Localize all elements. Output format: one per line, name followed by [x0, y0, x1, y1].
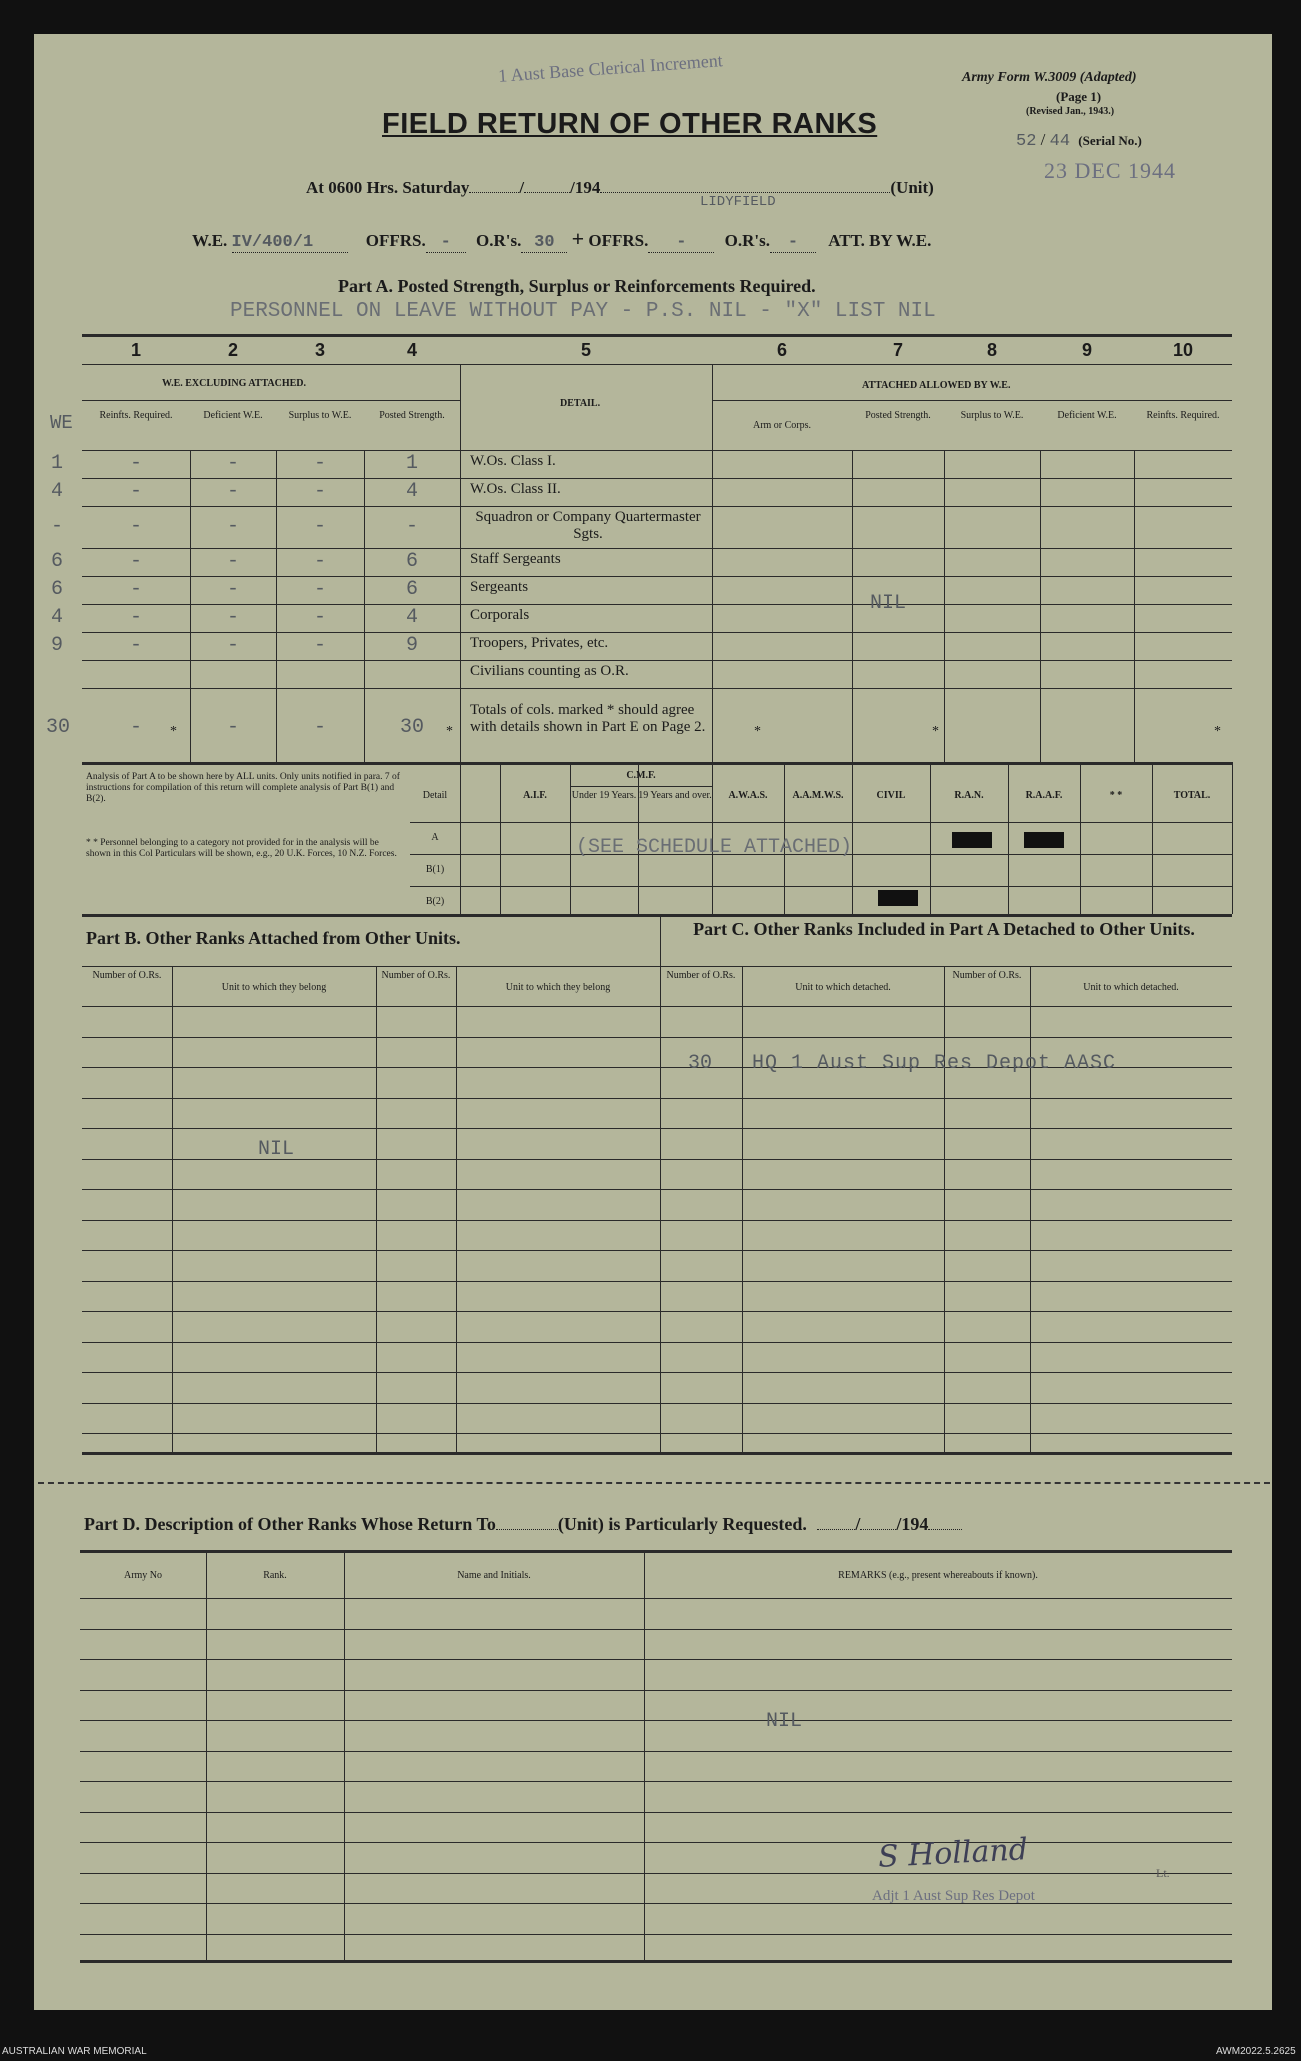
row-rule — [82, 478, 1232, 479]
column-number: 8 — [986, 340, 997, 360]
detail-label: Troopers, Privates, etc. — [470, 635, 609, 651]
bc-vline — [944, 966, 945, 1452]
row-rule — [82, 632, 1232, 633]
bc-row-rule — [82, 1403, 1232, 1404]
sub-header-right: Deficient W.E. — [1057, 410, 1117, 421]
tear-line — [38, 1482, 1270, 1484]
bc-row-rule — [82, 1159, 1232, 1160]
plus-sign: + — [571, 226, 585, 251]
part-c-entry-unit: HQ 1 Aust Sup Res Depot AASC — [752, 1052, 1117, 1075]
part-a-typed-note: PERSONNEL ON LEAVE WITHOUT PAY - P.S. NIL - "X" LIST NIL — [230, 300, 936, 323]
offrs2-value: - — [648, 233, 714, 253]
part-a-cell: 4 — [405, 606, 418, 629]
analysis-vline — [500, 762, 501, 914]
page-label: (Page 1) — [1056, 89, 1102, 104]
part-d-heading: Part D. Description of Other Ranks Whose Return To (Unit) is Particularly Requested. / /194 — [84, 1514, 962, 1535]
total-we: 30 — [45, 716, 70, 739]
rule-bc-bottom — [82, 1452, 1232, 1455]
analysis-awas: A.W.A.S. — [728, 790, 768, 801]
bc-row-rule — [82, 1220, 1232, 1221]
total-star: * — [170, 724, 177, 739]
serial-num-value: 52 — [1016, 132, 1037, 151]
part-d-row-rule — [80, 1781, 1232, 1782]
detail-label: Sergeants — [470, 579, 529, 595]
part-d-row-rule — [80, 1720, 1232, 1721]
part-a-cell: - — [129, 634, 142, 657]
sub-header-right: Posted Strength. — [865, 410, 931, 421]
part-d-vline — [344, 1550, 345, 1960]
part-a-cell: - — [129, 578, 142, 601]
part-d-col-header: Rank. — [263, 1570, 287, 1581]
redaction-civil — [878, 890, 918, 906]
rule-group-left — [82, 400, 460, 401]
bc-row-rule — [82, 1342, 1232, 1343]
row-rule — [82, 576, 1232, 577]
analysis-ran: R.A.N. — [954, 790, 984, 801]
analysis-vline — [1232, 762, 1233, 914]
detail-label: W.Os. Class I. — [470, 453, 556, 469]
total-star: * — [446, 724, 453, 739]
part-d-year: /194 — [896, 1514, 929, 1534]
column-number: 7 — [892, 340, 903, 360]
at-line-label: At 0600 Hrs. Saturday — [306, 178, 470, 197]
part-a-cell: - — [313, 606, 326, 629]
analysis-row-rule — [410, 822, 1232, 823]
part-a-cell: - — [129, 550, 142, 573]
cmf-rule — [570, 786, 712, 787]
unit-typed: LIDYFIELD — [700, 194, 776, 210]
army-form-label: Army Form W.3009 (Adapted) — [962, 70, 1137, 85]
analysis-row-label: A — [431, 832, 439, 843]
part-d-heading-1: Part D. Description of Other Ranks Whose Return To — [84, 1514, 496, 1534]
we-margin-value: 9 — [50, 634, 63, 657]
analysis-vline — [1152, 762, 1153, 914]
sub-header-left: Reinfts. Required. — [99, 410, 173, 421]
ors2-value: - — [770, 233, 816, 253]
column-number: 5 — [580, 340, 591, 360]
part-b-nil: NIL — [258, 1138, 295, 1161]
part-d-row-rule — [80, 1873, 1232, 1874]
row-rule — [82, 506, 1232, 507]
bc-row-rule — [82, 1433, 1232, 1434]
part-a-vline — [852, 450, 853, 762]
column-number: 4 — [406, 340, 417, 360]
part-a-cell: 4 — [405, 480, 418, 503]
part-a-heading: Part A. Posted Strength, Surplus or Reinforcements Required. — [338, 276, 816, 296]
detail-label: Corporals — [470, 607, 530, 623]
part-d-vline — [206, 1550, 207, 1960]
bc-row-rule — [82, 1189, 1232, 1190]
revised-label: (Revised Jan., 1943.) — [1026, 106, 1115, 117]
part-d-row-rule — [80, 1903, 1232, 1904]
part-a-vline — [364, 450, 365, 762]
part-a-cell: - — [313, 578, 326, 601]
part-a-cell: 1 — [405, 452, 418, 475]
redaction-raaf — [1024, 832, 1064, 848]
part-c-col-header: Unit to which detached. — [795, 982, 891, 993]
analysis-vline — [1008, 762, 1009, 914]
part-a-cell: - — [129, 480, 142, 503]
detail-label: W.Os. Class II. — [470, 481, 561, 497]
we-margin-value: 4 — [50, 606, 63, 629]
bc-row-rule — [82, 1006, 1232, 1007]
part-d-row-rule — [80, 1934, 1232, 1935]
row-rule — [82, 688, 1232, 689]
we-margin-value: 1 — [50, 452, 63, 475]
serial-year-value: 44 — [1049, 132, 1071, 151]
unit-label: (Unit) — [890, 178, 934, 197]
analysis-aamws: A.A.M.W.S. — [792, 790, 844, 801]
signature: S Holland — [877, 1832, 1029, 1875]
bc-row-rule — [82, 1281, 1232, 1282]
bc-vline — [456, 966, 457, 1452]
part-a-cell: - — [313, 634, 326, 657]
detail-header: DETAIL. — [560, 398, 601, 409]
part-d-row-rule — [80, 1629, 1232, 1630]
bc-vline — [376, 966, 377, 1452]
part-d-heading-2: (Unit) is Particularly Requested. — [557, 1514, 807, 1534]
part-d-row-rule — [80, 1751, 1232, 1752]
analysis-over19: 19 Years and over. — [638, 790, 712, 801]
part-a-vline — [1134, 450, 1135, 762]
analysis-vline — [852, 762, 853, 914]
redaction-ran — [952, 832, 992, 848]
we-line — [192, 226, 931, 253]
part-a-vline — [944, 450, 945, 762]
part-a-vline — [1040, 450, 1041, 762]
analysis-vline — [570, 762, 571, 914]
part-d-row-rule — [80, 1659, 1232, 1660]
rule-subhdr — [82, 450, 1232, 451]
part-a-cell: - — [313, 550, 326, 573]
we-margin-value: - — [50, 515, 63, 538]
total-cell: - — [313, 716, 326, 739]
sub-header-right: Arm or Corps. — [752, 420, 812, 431]
form-sheet — [34, 34, 1272, 2010]
part-a-cell: - — [226, 550, 239, 573]
rule-colnums — [82, 364, 1232, 365]
part-d-col-header: Army No — [123, 1570, 163, 1581]
part-d-row-rule — [80, 1812, 1232, 1813]
part-a-vline — [190, 450, 191, 762]
part-c-col-header: Number of O.Rs. — [952, 970, 1022, 981]
part-b-heading: Part B. Other Ranks Attached from Other Units. — [86, 928, 461, 948]
bc-row-rule — [82, 1311, 1232, 1312]
total-star: * — [1214, 724, 1221, 739]
we-margin-label: WE — [50, 412, 73, 434]
part-b-col-header: Unit to which they belong — [505, 982, 611, 993]
analysis-note-2: * * Personnel belonging to a category not provided for in the analysis will be shown in this Col Particulars will be shown, e.g., 20 U.K. Forces, 10 N.Z. Forces. — [86, 838, 397, 859]
at-line: At 0600 Hrs. Saturday / /194 (Unit) — [306, 178, 934, 197]
part-d-col-header: Name and Initials. — [457, 1570, 531, 1581]
analysis-vline — [460, 762, 461, 914]
we-margin-value: 6 — [50, 550, 63, 573]
total-cell: - — [226, 716, 239, 739]
bc-divider — [660, 914, 661, 1454]
ors2-label: O.R's. — [724, 231, 770, 250]
rule-analysis-bottom — [82, 914, 1232, 917]
total-star: * — [754, 724, 761, 739]
analysis-row-rule — [410, 886, 1232, 887]
part-a-cell: - — [313, 452, 326, 475]
serial-number: 52 / 44 (Serial No.) — [1016, 130, 1142, 151]
offrs-value: - — [426, 233, 466, 253]
sub-header-left: Posted Strength. — [379, 410, 445, 421]
part-c-col-header: Number of O.Rs. — [666, 970, 736, 981]
total-cell: 30 — [399, 716, 424, 739]
att-by-we: ATT. BY W.E. — [828, 231, 932, 250]
part-a-vline — [712, 364, 713, 762]
part-a-cell: - — [129, 515, 142, 538]
row-rule — [82, 660, 1232, 661]
attached-nil: NIL — [870, 592, 907, 615]
analysis-total: TOTAL. — [1173, 790, 1211, 801]
analysis-raaf: R.A.A.F. — [1025, 790, 1063, 801]
part-b-col-header: Number of O.Rs. — [92, 970, 162, 981]
part-a-cell: - — [226, 515, 239, 538]
column-number: 1 — [130, 340, 141, 360]
part-a-cell: - — [226, 578, 239, 601]
ors-label: O.R's. — [476, 231, 522, 250]
part-a-cell: - — [405, 515, 418, 538]
bc-row-rule — [82, 1098, 1232, 1099]
part-c-entry-num: 30 — [688, 1052, 713, 1075]
part-a-vline — [276, 450, 277, 762]
analysis-cmf: C.M.F. — [626, 770, 656, 781]
analysis-detail-header: Detail — [422, 790, 448, 801]
total-star: * — [932, 724, 939, 739]
bc-row-rule — [82, 1128, 1232, 1129]
rule-d-bottom — [80, 1960, 1232, 1963]
analysis-stars: * * — [1109, 790, 1123, 801]
group-left-header: W.E. EXCLUDING ATTACHED. — [162, 378, 307, 389]
rule-b-top — [82, 966, 660, 967]
part-a-cell: - — [129, 606, 142, 629]
detail-label: Staff Sergeants — [470, 551, 561, 567]
detail-label: Civilians counting as O.R. — [470, 663, 629, 679]
signature-suffix: Lt. — [1156, 1866, 1170, 1880]
unit-stamp: 1 Aust Base Clerical Increment — [497, 50, 724, 86]
part-a-cell: - — [313, 480, 326, 503]
part-c-col-header: Unit to which detached. — [1083, 982, 1179, 993]
detail-label: Squadron or Company Quartermaster Sgts. — [475, 509, 701, 542]
analysis-aif: A.I.F. — [523, 790, 547, 801]
serial-label: (Serial No.) — [1078, 133, 1142, 148]
total-detail: Totals of cols. marked * should agree with details shown in Part E on Page 2. — [470, 702, 706, 735]
part-a-cell: 6 — [405, 578, 418, 601]
ors-value: 30 — [521, 233, 567, 253]
analysis-vline — [1080, 762, 1081, 914]
sub-header-right: Reinfts. Required. — [1146, 410, 1220, 421]
year-prefix: /194 — [570, 178, 601, 197]
part-d-nil: NIL — [766, 1710, 803, 1733]
bc-vline — [742, 966, 743, 1452]
part-d-row-rule — [80, 1842, 1232, 1843]
part-a-cell: - — [226, 634, 239, 657]
sub-header-left: Deficient W.E. — [203, 410, 263, 421]
we-margin-value: 6 — [50, 578, 63, 601]
part-b-col-header: Number of O.Rs. — [381, 970, 451, 981]
analysis-note-1: Analysis of Part A to be shown here by ALL units. Only units notified in para. 7 of instructions for compilation of this return will complete analysis of Part B(1) and B(2). — [86, 772, 400, 804]
footer-left: AUSTRALIAN WAR MEMORIAL — [2, 2046, 147, 2057]
part-a-vline — [460, 364, 461, 762]
row-rule — [82, 548, 1232, 549]
we-label: W.E. — [192, 231, 228, 250]
bc-row-rule — [82, 1037, 1232, 1038]
bc-row-rule — [82, 1372, 1232, 1373]
column-number: 9 — [1081, 340, 1092, 360]
analysis-typed: (SEE SCHEDULE ATTACHED) — [576, 836, 853, 859]
offrs2-label: OFFRS. — [588, 231, 649, 250]
column-number: 10 — [1172, 340, 1194, 360]
analysis-civil: CIVIL — [876, 790, 906, 801]
sub-header-left: Surplus to W.E. — [288, 410, 352, 421]
part-a-cell: - — [226, 480, 239, 503]
group-right-header: ATTACHED ALLOWED BY W.E. — [862, 380, 1011, 391]
signature-stamp: Adjt 1 Aust Sup Res Depot — [872, 1888, 1035, 1904]
rule-d-top — [80, 1550, 1232, 1553]
sub-header-right: Surplus to W.E. — [960, 410, 1024, 421]
we-value: IV/400/1 — [232, 233, 348, 253]
we-margin-value: 4 — [50, 480, 63, 503]
part-b-col-header: Unit to which they belong — [221, 982, 327, 993]
part-a-cell: 9 — [405, 634, 418, 657]
part-d-col-header: REMARKS (e.g., present whereabouts if known). — [838, 1570, 1038, 1581]
analysis-row-label: B(1) — [425, 864, 445, 875]
bc-vline — [1030, 966, 1031, 1452]
part-a-cell: - — [313, 515, 326, 538]
rule-group-right — [712, 400, 1232, 401]
part-a-cell: - — [226, 606, 239, 629]
date-stamp: 23 DEC 1944 — [1044, 158, 1176, 183]
rule-c-top — [660, 966, 1232, 967]
footer-right: AWM2022.5.2625 — [1216, 2046, 1296, 2057]
column-number: 3 — [314, 340, 325, 360]
analysis-under19: Under 19 Years. — [571, 790, 637, 801]
column-number: 6 — [776, 340, 787, 360]
analysis-vline — [930, 762, 931, 914]
part-a-top-rule — [82, 334, 1232, 337]
part-d-vline — [644, 1550, 645, 1960]
part-d-row-rule — [80, 1598, 1232, 1599]
part-c-heading: Part C. Other Ranks Included in Part A Detached to Other Units. — [693, 919, 1195, 939]
offrs-label: OFFRS. — [365, 231, 426, 250]
column-number: 2 — [227, 340, 238, 360]
part-a-cell: 6 — [405, 550, 418, 573]
row-rule — [82, 604, 1232, 605]
page-title: FIELD RETURN OF OTHER RANKS — [382, 108, 878, 140]
analysis-row-label: B(2) — [425, 896, 445, 907]
rule-analysis-top — [82, 762, 1232, 765]
bc-vline — [172, 966, 173, 1452]
part-d-row-rule — [80, 1690, 1232, 1691]
part-a-cell: - — [226, 452, 239, 475]
bc-row-rule — [82, 1250, 1232, 1251]
part-a-cell: - — [129, 452, 142, 475]
total-cell: - — [129, 716, 142, 739]
